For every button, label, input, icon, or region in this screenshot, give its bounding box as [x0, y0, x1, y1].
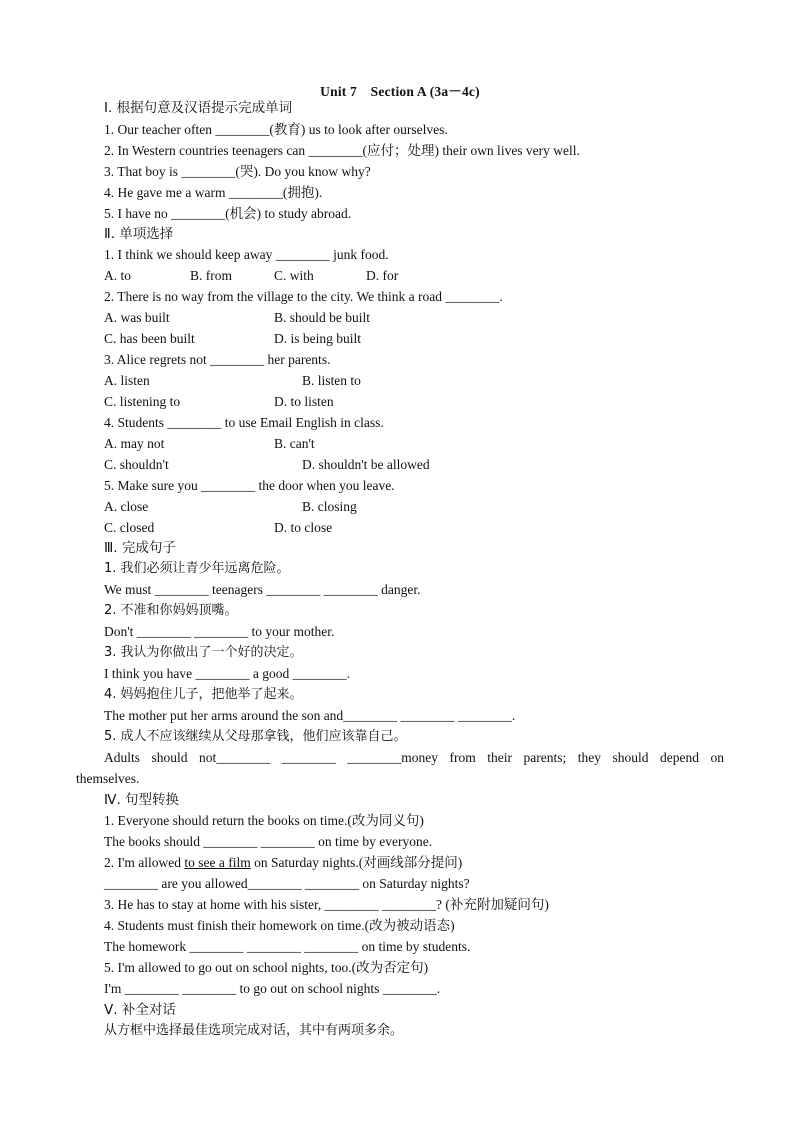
part4-q2-before: 2. I'm allowed: [104, 855, 185, 870]
section-1-heading: Ⅰ. 根据句意及汉语提示完成单词: [104, 100, 293, 116]
part2-q4-option-d: D. shouldn't be allowed: [302, 457, 430, 472]
part1-item-2: 2. In Western countries teenagers can ________(应付；处理) their own lives very well.: [104, 143, 580, 158]
part4-answer-2: ________ are you allowed________ ________ on Saturday nights?: [104, 876, 470, 891]
part3-chinese-3: 3. 我认为你做出了一个好的决定。: [104, 645, 303, 660]
part2-question-3: 3. Alice regrets not ________ her parents.: [104, 352, 331, 367]
part2-q2-option-c: C. has been built: [104, 331, 195, 346]
part2-question-2: 2. There is no way from the village to the city. We think a road ________.: [104, 289, 503, 304]
part4-answer-1: The books should ________ ________ on time by everyone.: [104, 834, 433, 849]
part3-chinese-2: 2. 不准和你妈妈顶嘴。: [104, 603, 238, 618]
part2-q2-option-b: B. should be built: [274, 310, 371, 325]
part2-q1-option-c: C. with: [274, 268, 314, 283]
part2-q5-option-d: D. to close: [274, 520, 333, 535]
part2-question-1: 1. I think we should keep away ________ junk food.: [104, 247, 389, 262]
part5-instruction: 从方框中选择最佳选项完成对话，其中有两项多余。: [104, 1023, 404, 1038]
part1-item-3: 3. That boy is ________(哭). Do you know why?: [104, 164, 371, 179]
part2-q4-option-b: B. can't: [274, 436, 315, 451]
section-3-heading: Ⅲ. 完成句子: [104, 540, 176, 556]
part2-question-5: 5. Make sure you ________ the door when you leave.: [104, 478, 395, 493]
part3-english-5: Adults should not________ ________ ________money from their parents; they should depend on: [104, 750, 724, 765]
part4-q2-after: on Saturday nights.(对画线部分提问): [250, 855, 463, 870]
part2-q4-option-a: A. may not: [104, 436, 165, 451]
part4-question-2: [104, 855, 462, 871]
part1-item-4: 4. He gave me a warm ________(拥抱).: [104, 185, 323, 200]
part2-q2-option-d: D. is being built: [274, 331, 361, 346]
part2-q3-option-b: B. listen to: [302, 373, 361, 388]
page-title: Unit 7 Section A (3a－4c): [320, 84, 480, 99]
part1-item-5: 5. I have no ________(机会) to study abroad.: [104, 206, 352, 221]
part3-english-3: I think you have ________ a good ________.: [104, 666, 350, 681]
part3-chinese-4: 4. 妈妈抱住儿子，把他举了起来。: [104, 687, 303, 702]
part3-english-4: The mother put her arms around the son and________ ________ ________.: [104, 708, 516, 723]
part2-q5-option-b: B. closing: [302, 499, 357, 514]
part4-question-3: 3. He has to stay at home with his sister, ________ ________? (补充附加疑问句): [104, 897, 549, 912]
part2-question-4: 4. Students ________ to use Email English in class.: [104, 415, 384, 430]
part2-q1-option-b: B. from: [190, 268, 232, 283]
part3-english-5-continued: themselves.: [76, 771, 140, 786]
part2-q1-option-d: D. for: [366, 268, 399, 283]
part2-q3-option-a: A. listen: [104, 373, 150, 388]
part2-q2-option-a: A. was built: [104, 310, 170, 325]
section-4-heading: Ⅳ. 句型转换: [104, 792, 180, 808]
part4-question-4: 4. Students must finish their homework on time.(改为被动语态): [104, 918, 455, 933]
part2-q3-option-d: D. to listen: [274, 394, 334, 409]
part2-q3-option-c: C. listening to: [104, 394, 181, 409]
part3-english-2: Don't ________ ________ to your mother.: [104, 624, 335, 639]
part4-answer-5: I'm ________ ________ to go out on school nights ________.: [104, 981, 441, 996]
part2-q1-option-a: A. to: [104, 268, 131, 283]
part2-q5-option-c: C. closed: [104, 520, 155, 535]
part1-item-1: 1. Our teacher often ________(教育) us to look after ourselves.: [104, 122, 448, 137]
part4-question-1: 1. Everyone should return the books on time.(改为同义句): [104, 813, 424, 828]
part3-english-1: We must ________ teenagers ________ ________ danger.: [104, 582, 421, 597]
part2-q5-option-a: A. close: [104, 499, 149, 514]
part3-chinese-1: 1. 我们必须让青少年远离危险。: [104, 561, 290, 576]
part4-question-5: 5. I'm allowed to go out on school nights, too.(改为否定句): [104, 960, 429, 975]
part3-chinese-5: 5. 成人不应该继续从父母那拿钱，他们应该靠自己。: [104, 729, 407, 744]
section-2-heading: Ⅱ. 单项选择: [104, 226, 174, 242]
section-5-heading: Ⅴ. 补全对话: [104, 1002, 176, 1018]
part2-q4-option-c: C. shouldn't: [104, 457, 169, 472]
part4-answer-4: The homework ________ ________ ________ on time by students.: [104, 939, 471, 954]
underlined-phrase: to see a film: [184, 855, 251, 870]
